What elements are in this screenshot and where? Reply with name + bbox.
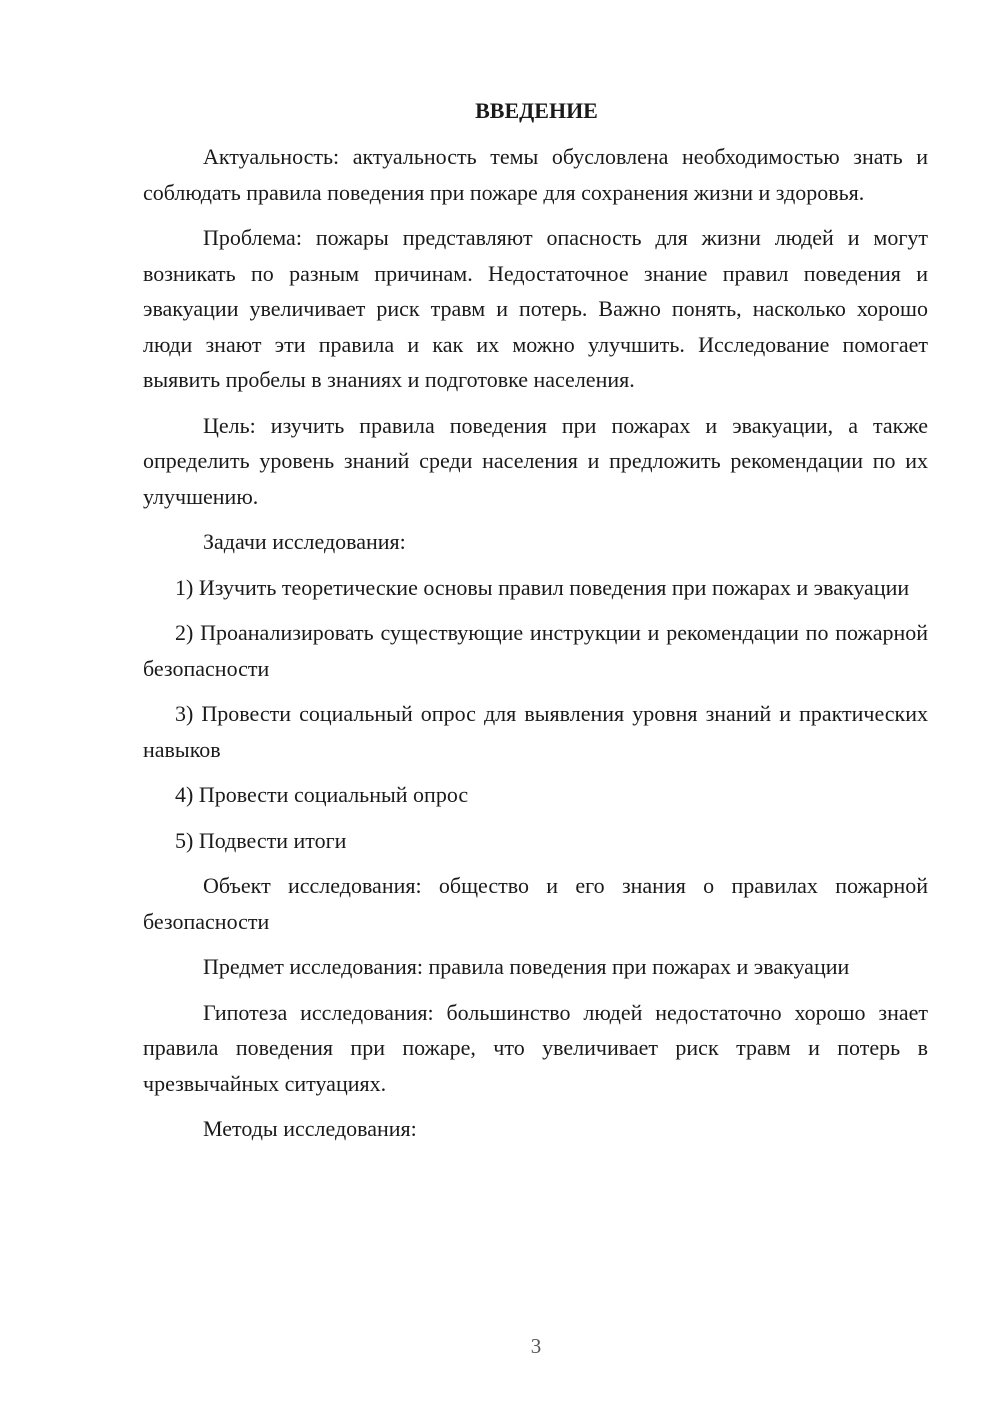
task-item-4: 4) Провести социальный опрос	[175, 782, 469, 807]
paragraph-problem: Проблема: пожары представляют опасность для жизни людей и могут возникать по разным причинам. Недостаточное знание правил поведения и эвакуации увеличивает риск травм и потерь. Важно понять, насколько хорошо люди знают эти правила и как их можно улучшить. Исследование помогает выявить пробелы в знаниях и подготовке населения.	[143, 225, 928, 392]
paragraph-hypothesis: Гипотеза исследования: большинство людей недостаточно хорошо знает правила поведения при пожаре, что увеличивает риск травм и потерь в чрезвычайных ситуациях.	[143, 999, 928, 1096]
paragraph-goal: Цель: изучить правила поведения при пожарах и эвакуации, а также определить уровень знаний среди населения и предложить рекомендации по их улучшению.	[143, 412, 928, 509]
task-item-5: 5) Подвести итоги	[175, 827, 347, 853]
section-title: ВВЕДЕНИЕ	[475, 98, 598, 123]
task-item-1: 1) Изучить теоретические основы правил поведения при пожарах и эвакуации	[175, 574, 910, 600]
page-number: 3	[530, 1334, 542, 1358]
paragraph-subject: Предмет исследования: правила поведения при пожарах и эвакуации	[203, 954, 850, 979]
task-item-2: 2) Проанализировать существующие инструкции и рекомендации по пожарной безопасности	[143, 620, 928, 681]
paragraph-tasks-heading: Задачи исследования:	[203, 529, 406, 554]
task-item-3: 3) Провести социальный опрос для выявления уровня знаний и практических навыков	[143, 701, 928, 762]
page-content	[143, 94, 928, 1147]
paragraph-object: Объект исследования: общество и его знания о правилах пожарной безопасности	[143, 873, 928, 934]
paragraph-methods: Методы исследования:	[203, 1116, 417, 1141]
paragraph-relevance: Актуальность: актуальность темы обусловлена необходимостью знать и соблюдать правила поведения при пожаре для сохранения жизни и здоровья.	[143, 144, 928, 205]
